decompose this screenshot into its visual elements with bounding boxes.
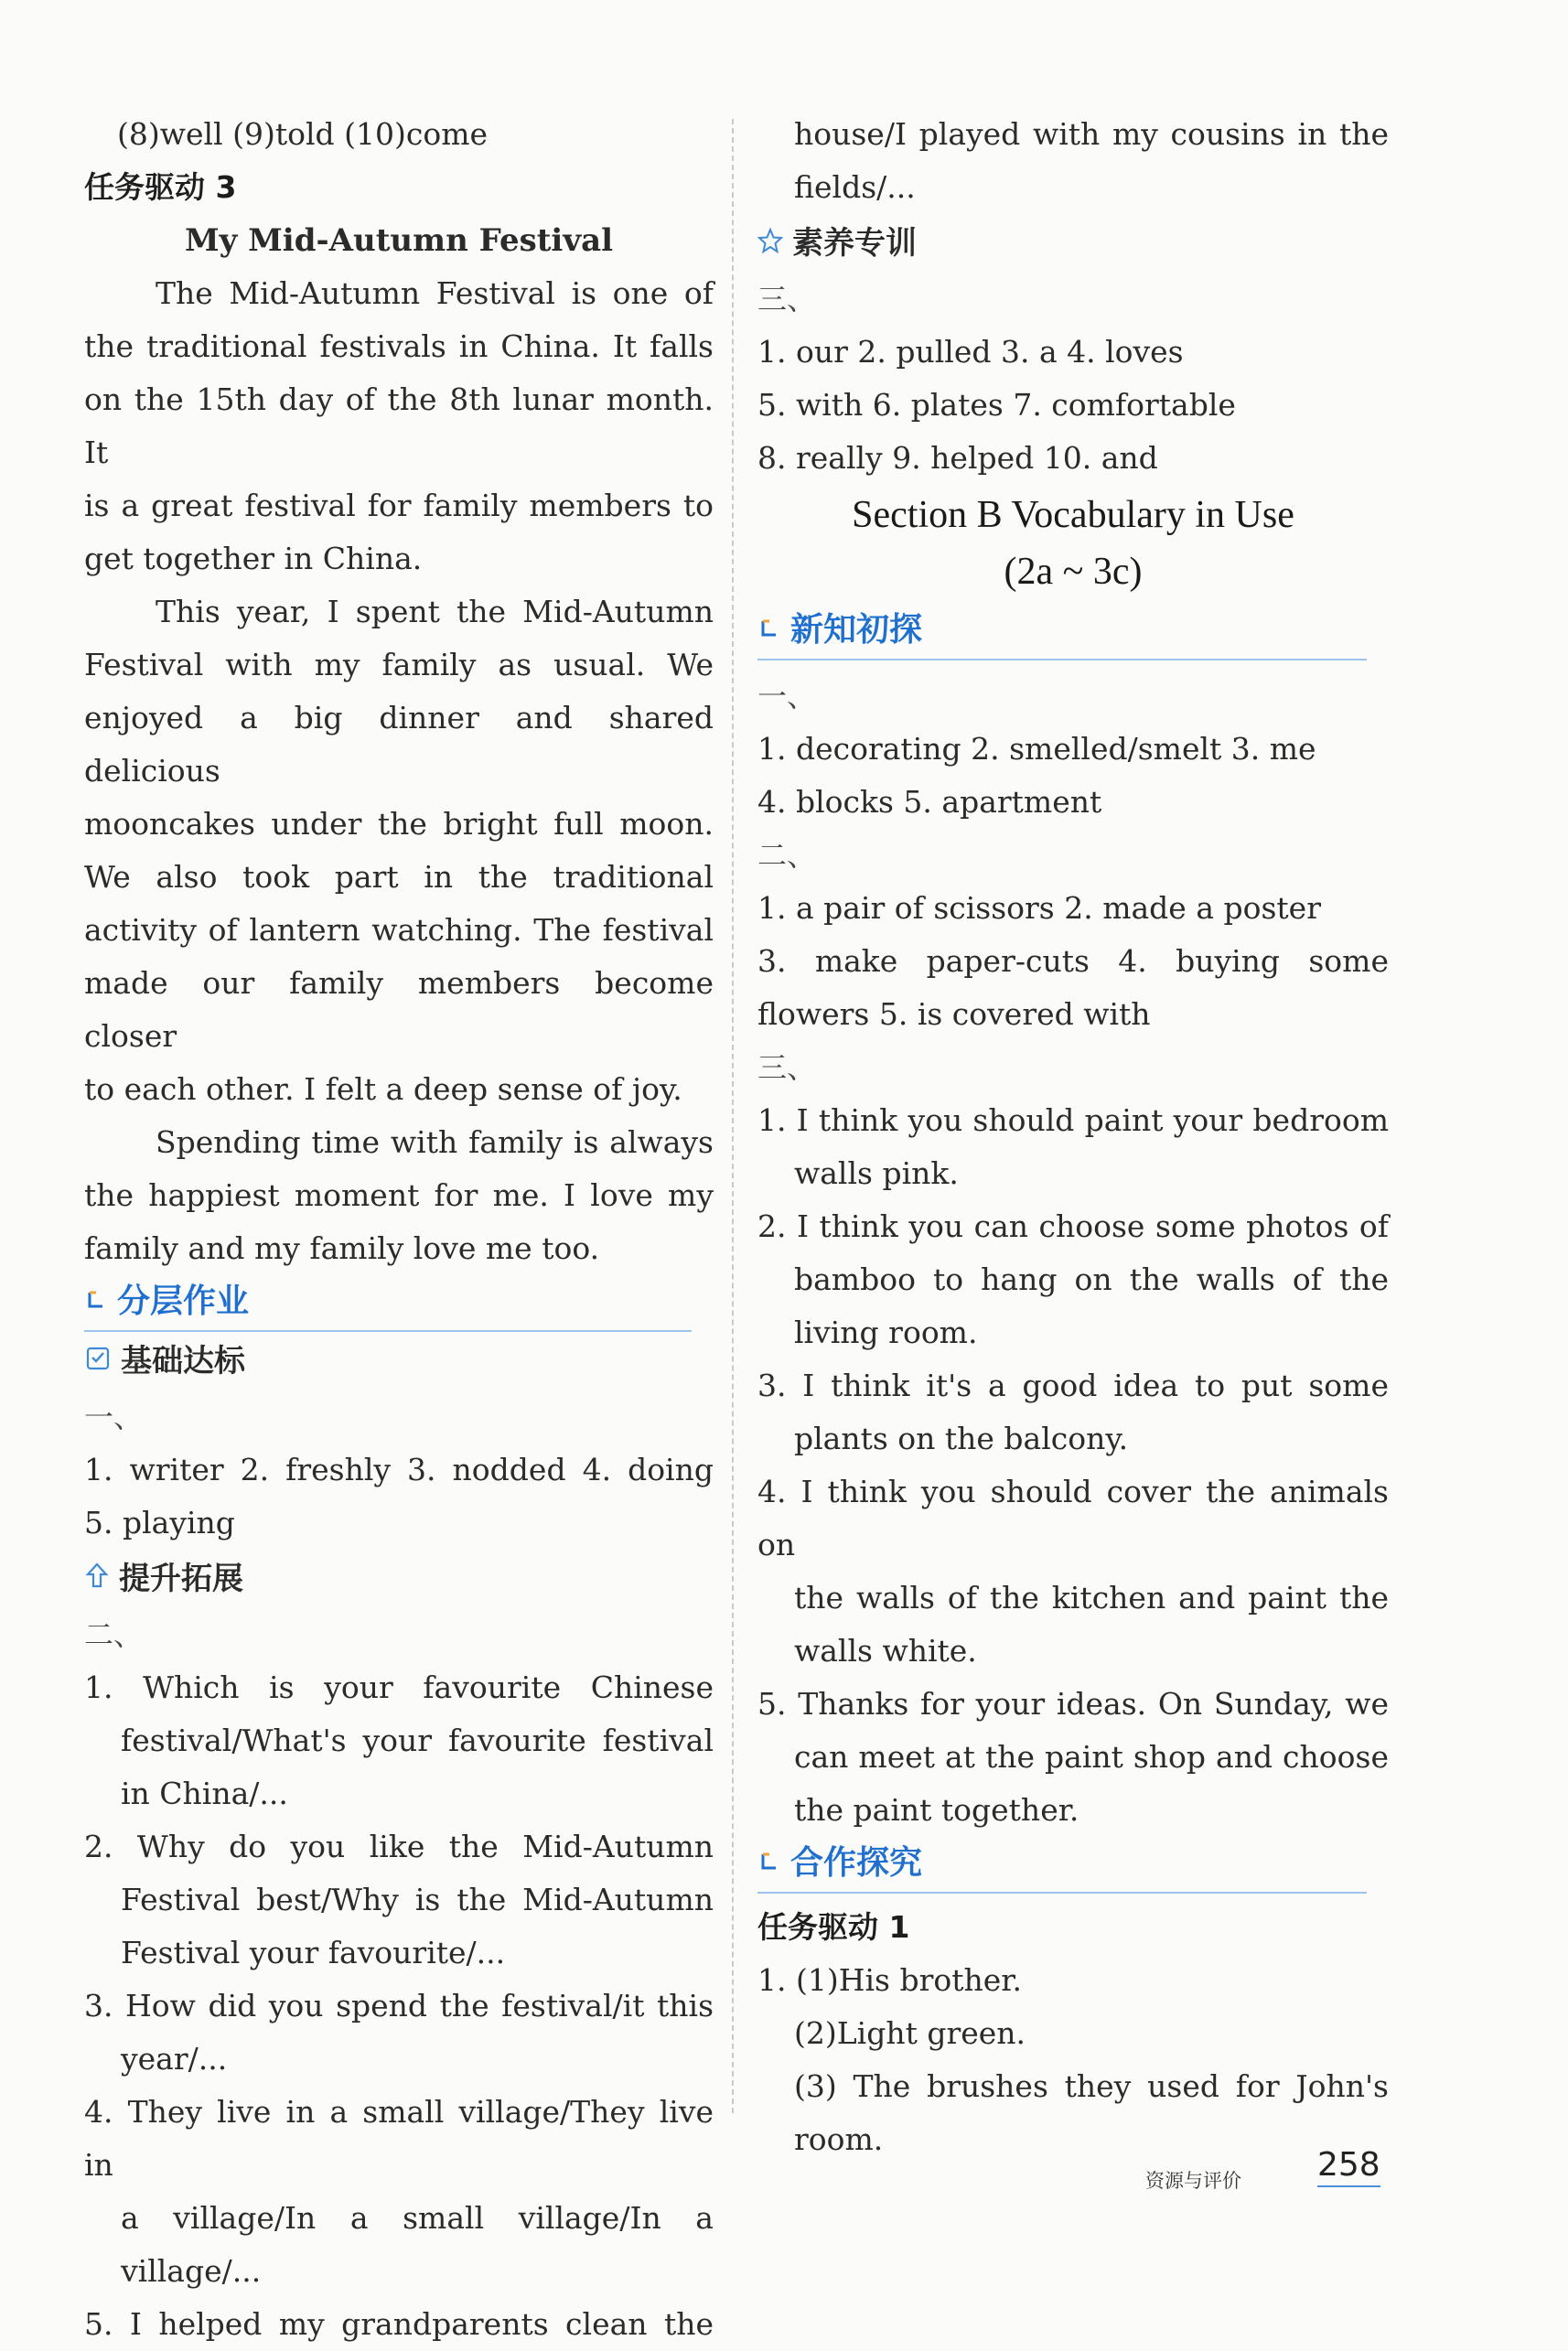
answer-line: living room.	[794, 1315, 978, 1350]
essay-body	[84, 267, 714, 1275]
answer-line: Festival best/Why is the Mid-Autumn	[121, 1882, 714, 1917]
basic-heading	[84, 1332, 714, 1390]
part-label: 二、	[84, 1617, 144, 1652]
essay-line: the happiest moment for me. I love my	[84, 1177, 714, 1213]
star-icon	[757, 214, 783, 273]
answer-line: plants on the balcony.	[794, 1421, 1129, 1456]
answer-line: 8. really 9. helped 10. and	[757, 440, 1158, 476]
heading-text: 基础达标	[121, 1343, 245, 1379]
section-range: (2a ~ 3c)	[1004, 551, 1143, 593]
essay-line: The Mid-Autumn Festival is one of	[156, 275, 714, 311]
essay-line: the traditional festivals in China. It falls	[84, 328, 714, 364]
heading-text: 提升拓展	[119, 1561, 243, 1597]
task-label: 任务驱动 3	[84, 169, 237, 205]
column-divider	[732, 119, 734, 2113]
essay-line: made our family members become closer	[84, 965, 714, 1054]
answer-line: room.	[794, 2121, 884, 2157]
answer-line: 2. I think you can choose some photos of	[757, 1208, 1389, 1244]
footer-label: 资源与评价	[1145, 2170, 1241, 2192]
essay-title: My Mid-Autumn Festival	[184, 222, 614, 259]
answer-line: 1. Which is your favourite Chinese	[84, 1669, 714, 1705]
answer-line: 1. I think you should paint your bedroom	[757, 1102, 1389, 1138]
heading-text: 素养专训	[792, 225, 917, 262]
part-label: 三、	[757, 1050, 817, 1085]
answer-line: 2. Why do you like the Mid-Autumn	[84, 1829, 714, 1864]
essay-line: Festival with my family as usual. We	[84, 647, 714, 682]
essay-line: Spending time with family is always	[156, 1124, 714, 1160]
answer-line: 5. with 6. plates 7. comfortable	[757, 387, 1236, 423]
answer-line: (3) The brushes they used for John's	[794, 2068, 1389, 2104]
explore-heading	[757, 604, 1367, 660]
answer-line: 1. our 2. pulled 3. a 4. loves	[757, 334, 1184, 370]
section-marker-icon	[757, 604, 781, 657]
arrow-up-icon	[84, 1550, 110, 1608]
essay-line: family and my family love me too.	[84, 1230, 600, 1266]
answer-line: house/I played with my cousins in the	[794, 116, 1389, 152]
answer-line: 3. How did you spend the festival/it this	[84, 1988, 714, 2024]
task-label: 任务驱动 1	[757, 1909, 910, 1945]
essay-line: We also took part in the traditional	[84, 859, 714, 895]
answer-line: 4. blocks 5. apartment	[757, 784, 1102, 820]
cooperation-heading	[757, 1837, 1367, 1894]
part-label: 一、	[757, 679, 817, 714]
answer-line: festival/What's your favourite festival	[121, 1723, 714, 1758]
heading-text: 新知初探	[790, 611, 923, 649]
essay-line: activity of lantern watching. The festival	[84, 912, 714, 948]
clipboard-check-icon	[84, 1332, 112, 1390]
answer-line: 5. Thanks for your ideas. On Sunday, we	[757, 1686, 1389, 1722]
section-title: Section B Vocabulary in Use	[852, 494, 1294, 536]
essay-line: on the 15th day of the 8th lunar month. It	[84, 381, 714, 470]
answer-line: a village/In a small village/In a	[121, 2200, 714, 2236]
answer-line: 4. They live in a small village/They live in	[84, 2094, 714, 2183]
answer-line: walls pink.	[794, 1155, 959, 1191]
answer-line: fields/...	[794, 169, 916, 205]
answer-line: walls white.	[794, 1633, 977, 1669]
part-label: 三、	[757, 282, 817, 317]
answer-line: 4. I think you should cover the animals on	[757, 1474, 1389, 1562]
answer-line: year/...	[121, 2041, 228, 2077]
advance-heading	[84, 1550, 714, 1608]
part-label: 二、	[757, 838, 817, 873]
answer-line: 5. playing	[84, 1505, 235, 1540]
essay-line: to each other. I felt a deep sense of joy.	[84, 1071, 682, 1107]
answer-line: 1. writer 2. freshly 3. nodded 4. doing	[84, 1452, 714, 1487]
heading-text: 合作探究	[790, 1844, 923, 1882]
layered-homework-heading	[84, 1275, 692, 1332]
answer-line: (2)Light green.	[794, 2015, 1026, 2051]
essay-line: This year, I spent the Mid-Autumn	[156, 594, 714, 629]
essay-line: enjoyed a big dinner and shared delicious	[84, 700, 714, 789]
answer-line: 1. (1)His brother.	[757, 1962, 1022, 1998]
answer-line: 1. decorating 2. smelled/smelt 3. me	[757, 731, 1316, 767]
answer-line: bamboo to hang on the walls of the	[794, 1261, 1389, 1297]
answer-line: (8)well (9)told (10)come	[117, 116, 489, 152]
part-label: 一、	[84, 1400, 144, 1434]
answer-line: 3. I think it's a good idea to put some	[757, 1368, 1389, 1403]
answer-line: in China/...	[121, 1776, 288, 1811]
answer-line: 5. I helped my grandparents clean the	[84, 2306, 714, 2342]
section-marker-icon	[757, 1837, 781, 1890]
page-number: 258	[1317, 2146, 1380, 2187]
literacy-heading	[757, 214, 1389, 273]
answer-line: village/...	[121, 2253, 262, 2289]
answer-line: the walls of the kitchen and paint the	[794, 1580, 1389, 1616]
section-marker-icon	[84, 1275, 108, 1328]
left-column	[84, 108, 714, 2351]
essay-line: get together in China.	[84, 541, 423, 576]
heading-text: 分层作业	[117, 1283, 250, 1320]
answer-line: Festival your favourite/...	[121, 1935, 506, 1970]
essay-line: is a great festival for family members to	[84, 488, 714, 523]
answer-line: the paint together.	[794, 1792, 1079, 1828]
answer-line: 3. make paper-cuts 4. buying some	[757, 943, 1389, 979]
answer-line: 1. a pair of scissors 2. made a poster	[757, 890, 1321, 926]
answer-line: can meet at the paint shop and choose	[794, 1739, 1389, 1775]
answer-line: flowers 5. is covered with	[757, 996, 1151, 1032]
essay-line: mooncakes under the bright full moon.	[84, 806, 714, 842]
right-column	[757, 108, 1389, 2166]
